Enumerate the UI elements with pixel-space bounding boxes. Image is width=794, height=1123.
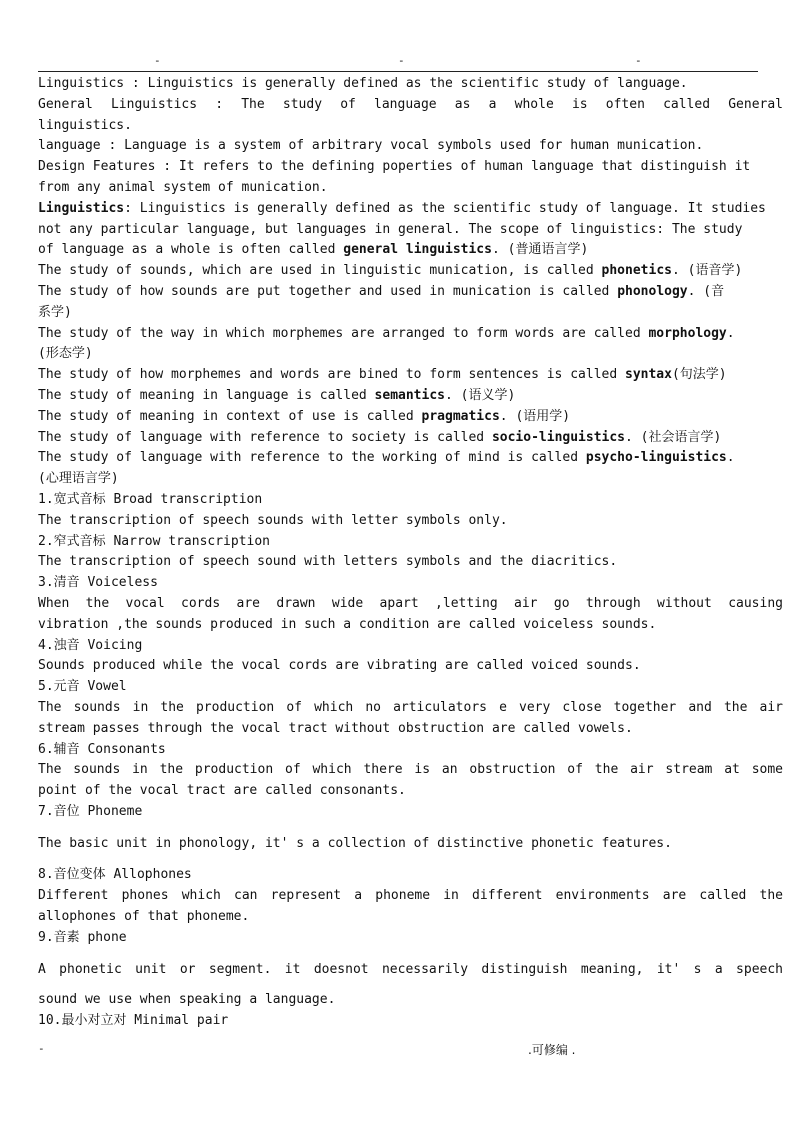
- text-line: The study of how morphemes and words are bined to form sentences is called syntax(句法学): [38, 367, 727, 383]
- text-line: Linguistics: Linguistics is generally defined as the scientific study of language. It studies: [38, 200, 766, 216]
- spacer: [38, 980, 783, 990]
- header-marks: [38, 56, 758, 66]
- text-line: (心理语言学): [38, 471, 119, 487]
- text-line: Linguistics : Linguistics is generally defined as the scientific study of language.: [38, 76, 688, 91]
- term: Linguistics: [38, 200, 125, 216]
- text-line: General Linguistics : The study of language as a whole is often called General: [38, 96, 783, 112]
- section-heading: 7.音位 Phoneme: [38, 803, 143, 819]
- text-line: linguistics.: [38, 117, 132, 133]
- text-line: point of the vocal tract are called consonants.: [38, 783, 406, 799]
- text-line: from any animal system of munication.: [38, 179, 328, 195]
- text-line: The transcription of speech sound with letters symbols and the diacritics.: [38, 554, 618, 570]
- term: phonology: [617, 283, 688, 299]
- term: phonetics: [601, 263, 672, 279]
- header-rule: [38, 71, 758, 72]
- text-line: The study of meaning in language is called semantics. (语义学): [38, 387, 516, 403]
- section-heading: 8.音位变体 Allophones: [38, 867, 192, 883]
- header-mark: -: [154, 54, 161, 67]
- text-line: vibration ,the sounds produced in such a condition are called voiceless sounds.: [38, 616, 657, 632]
- term: general linguistics: [343, 242, 492, 258]
- section-heading: 6.辅音 Consonants: [38, 741, 166, 757]
- text-line: The sounds in the production of which no articulators e very close together and the air: [38, 699, 783, 715]
- text-line: The study of language with reference to society is called socio-linguistics. (社会语言学): [38, 429, 722, 445]
- spacer: [38, 823, 783, 834]
- header-mark: -: [635, 54, 642, 67]
- text-line: Design Features : It refers to the defining poperties of human language that distinguish it: [38, 159, 751, 175]
- text-line: Different phones which can represent a phoneme in different environments are called the: [38, 888, 783, 904]
- text-line: When the vocal cords are drawn wide apart ,letting air go through without causing: [38, 595, 783, 611]
- document-body: [38, 74, 783, 1032]
- text-line: The study of sounds, which are used in linguistic munication, is called phonetics. (语音学): [38, 263, 743, 279]
- text-line: The sounds in the production of which there is an obstruction of the air stream at some: [38, 762, 783, 778]
- term: syntax: [625, 367, 672, 383]
- text-line: A phonetic unit or segment. it doesnot necessarily distinguish meaning, it' s a speech: [38, 961, 783, 977]
- section-heading: 1.宽式音标 Broad transcription: [38, 491, 263, 507]
- section-heading: 2.窄式音标 Narrow transcription: [38, 533, 271, 549]
- text-line: of language as a whole is often called general linguistics. (普通语言学): [38, 242, 589, 258]
- text-line: 系学): [38, 304, 72, 320]
- term: psycho-linguistics: [585, 450, 727, 466]
- footer-text: .可修编 .: [528, 1043, 576, 1057]
- text-line: (形态学): [38, 346, 93, 362]
- text-line: sound we use when speaking a language.: [38, 992, 336, 1008]
- footer-mark: -: [38, 1042, 45, 1055]
- text-line: Sounds produced while the vocal cords are vibrating are called voiced sounds.: [38, 658, 641, 674]
- text-line: language : Language is a system of arbitrary vocal symbols used for human munication.: [38, 138, 704, 154]
- text-line: The transcription of speech sounds with letter symbols only.: [38, 512, 508, 528]
- term: semantics: [374, 387, 445, 403]
- text-line: The study of meaning in context of use is called pragmatics. (语用学): [38, 408, 571, 424]
- section-heading: 9.音素 phone: [38, 929, 127, 945]
- text-line: The study of how sounds are put together and used in munication is called phonology. (音: [38, 283, 725, 299]
- text-line: The study of the way in which morphemes are arranged to form words are called morphology.: [38, 325, 735, 341]
- text-line: The basic unit in phonology, it' s a collection of distinctive phonetic features.: [38, 835, 672, 851]
- section-heading: 10.最小对立对 Minimal pair: [38, 1013, 229, 1029]
- text-line: stream passes through the vocal tract without obstruction are called vowels.: [38, 720, 633, 736]
- section-heading: 5.元音 Vowel: [38, 679, 127, 695]
- term: socio-linguistics: [491, 429, 626, 445]
- text-line: The study of language with reference to the working of mind is called psycho-linguistics.: [38, 450, 735, 466]
- text-line: not any particular language, but languages in general. The scope of linguistics: The study: [38, 221, 743, 237]
- header-mark: -: [398, 54, 405, 67]
- spacer: [38, 854, 783, 865]
- section-heading: 3.清音 Voiceless: [38, 575, 158, 591]
- spacer: [38, 949, 783, 960]
- term: morphology: [648, 325, 727, 341]
- term: pragmatics: [421, 408, 500, 424]
- section-heading: 4.浊音 Voicing: [38, 637, 143, 653]
- text-line: allophones of that phoneme.: [38, 909, 250, 925]
